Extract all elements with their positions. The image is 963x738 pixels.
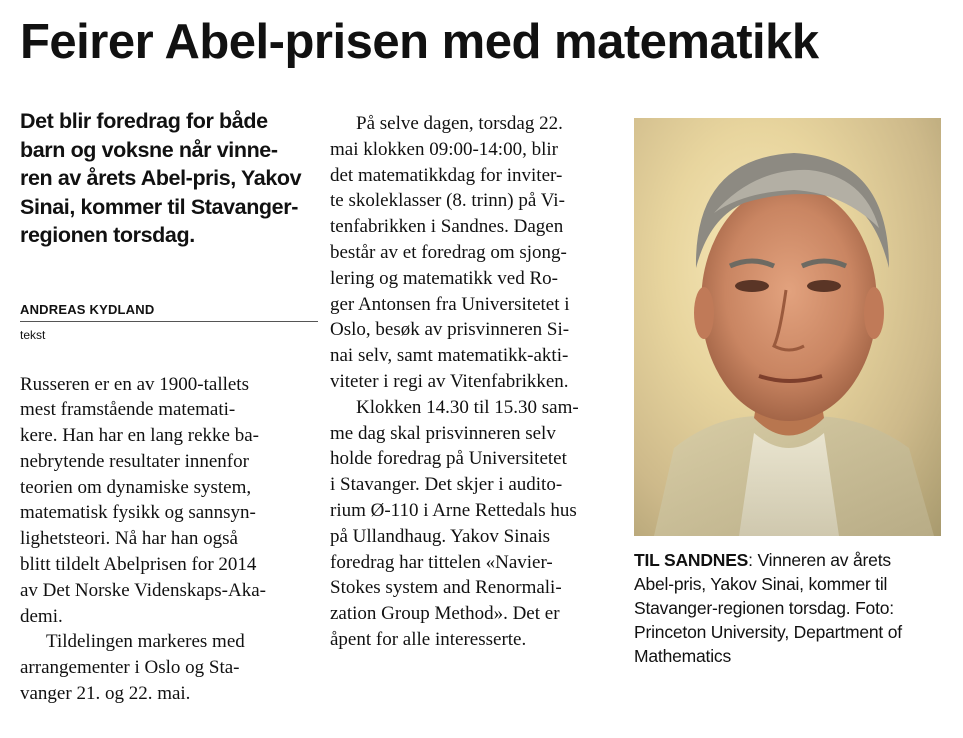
text-line: matematisk fysikk og sannsyn- [20,502,256,524]
text-line: av Det Norske Videnskaps-Aka- [20,579,266,601]
text-line: Russeren er en av 1900-tallets [20,373,249,395]
caption-label: TIL SANDNES [634,550,749,570]
text-line: me dag skal prisvinneren selv [330,422,556,444]
text-line: På selve dagen, torsdag 22. [356,113,563,134]
text-line: Klokken 14.30 til 15.30 sam- [356,396,579,418]
text-line: på Ullandhaug. Yakov Sinais [330,525,551,547]
ingress-line: ren av årets Abel-pris, Yakov [20,166,302,190]
ingress-line: barn og voksne når vinne- [20,137,278,162]
text-line: lighetsteori. Nå har han også [20,528,238,550]
paragraph [330,395,616,653]
column-right [634,118,941,668]
byline [20,302,318,342]
text-line: arrangementer i Oslo og Sta- [20,657,240,679]
caption-line: Princeton University, Department of [634,622,902,642]
text-line: viteter i regi av Vitenfabrikken. [330,370,569,392]
body-text-left [20,372,318,707]
text-line: i Stavanger. Det skjer i audito- [330,474,563,496]
portrait-photo [634,118,941,536]
text-line: Stokes system and Renormali- [330,577,562,599]
column-left [20,107,318,707]
text-line: blitt tildelt Abelprisen for 2014 [20,554,257,576]
column-middle [330,111,616,653]
text-line: zation Group Method». Det er [330,603,560,625]
paragraph [330,111,616,395]
text-line: rium Ø-110 i Arne Rettedals hus [330,499,577,521]
caption-line: Stavanger-regionen torsdag. Foto: [634,598,894,618]
text-line: foredrag har tittelen «Navier- [330,551,553,573]
text-line: lering og matematikk ved Ro- [330,267,558,289]
paragraph [20,372,318,630]
caption-line: Abel-pris, Yakov Sinai, kommer til [634,574,888,594]
text-line: består av et foredrag om sjong- [330,241,567,263]
ingress-line: Det blir foredrag for både [20,109,268,133]
text-line: åpent for alle interesserte. [330,628,527,650]
text-line: nebrytende resultater innenfor [20,450,249,472]
text-line: tenfabrikken i Sandnes. Dagen [330,216,564,238]
byline-author: ANDREAS KYDLAND [20,302,318,322]
text-line: Oslo, besøk av prisvinneren Si- [330,319,570,341]
text-line: demi. [20,605,63,627]
photo-caption [634,548,941,668]
caption-line: Mathematics [634,646,731,666]
ingress-line: Sinai, kommer til Stavanger- [20,194,298,219]
text-line: Tildelingen markeres med [46,631,245,653]
text-line: mest framstående matemati- [20,399,236,421]
ingress-line: regionen torsdag. [20,223,195,247]
paragraph [20,629,318,706]
text-line: holde foredrag på Universitetet [330,448,567,470]
text-line: teorien om dynamiske system, [20,476,252,498]
caption-text: : Vinneren av årets [748,550,891,570]
text-line: te skoleklasser (8. trinn) på Vi- [330,190,565,212]
text-line: mai klokken 09:00-14:00, blir [330,138,558,160]
body-text-middle [330,111,616,653]
text-line: vanger 21. og 22. mai. [20,683,191,705]
portrait-illustration [634,118,941,536]
headline: Feirer Abel-prisen med matematikk [20,15,819,69]
caption-line [634,548,941,572]
text-line: ger Antonsen fra Universitetet i [330,293,570,315]
text-line: det matematikkdag for inviter- [330,164,563,186]
ingress [20,107,318,250]
text-line: kere. Han har en lang rekke ba- [20,425,259,447]
byline-role: tekst [20,327,46,342]
text-line: nai selv, samt matematikk-akti- [330,345,569,367]
